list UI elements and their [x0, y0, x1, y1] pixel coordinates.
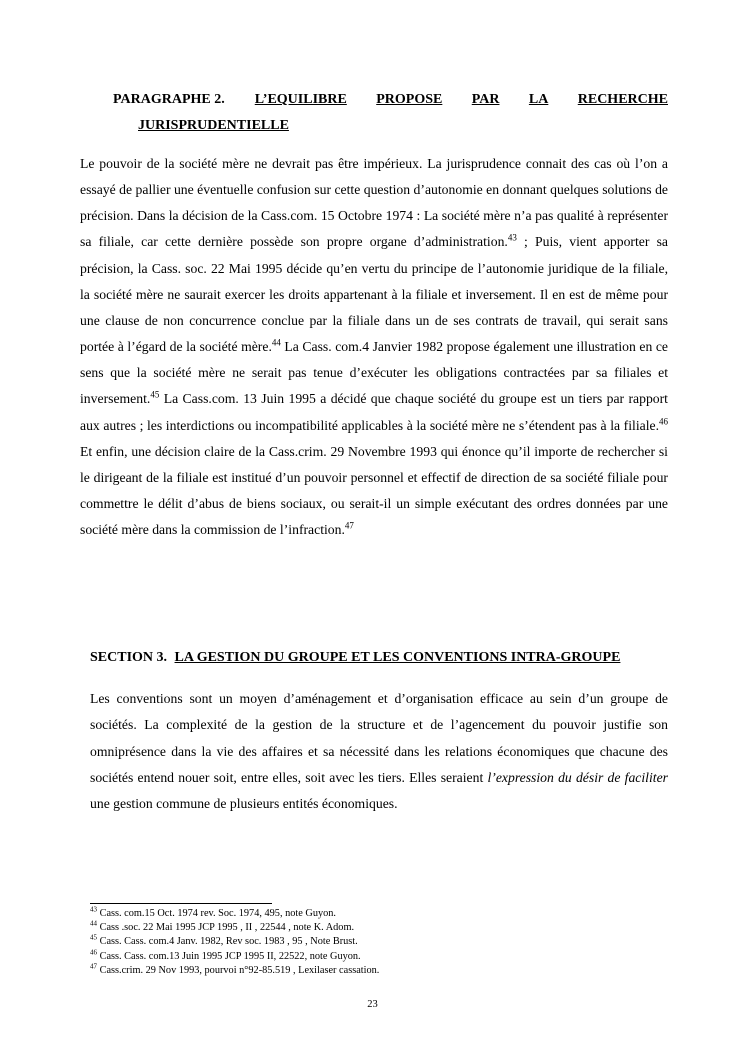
- body-text-italic: l’expression du désir de faciliter: [487, 769, 668, 785]
- footnotes: [90, 907, 650, 978]
- paragraph-title-word: LA: [528, 92, 549, 107]
- footnote: [90, 907, 650, 921]
- paragraph-title: [255, 90, 668, 110]
- footnote-text: Cass. com.15 Oct. 1974 rev. Soc. 1974, 495, note Guyon.: [97, 908, 336, 919]
- footnote-ref[interactable]: 47: [344, 520, 354, 531]
- body-text: Le pouvoir de la société mère ne devrait pas être impérieux. La jurisprudence connait des cas où l’on a essayé de pallier une éventuelle confusion sur cette question d’autonomie en donnant quelques solutions de précision. Dans la décision de la Cass.com. 15 Octobre 1974 : La société mère n’a pas qualité à représenter sa filiale, car cette dernière possède son propre organe d’administration.: [80, 156, 668, 250]
- paragraph-label: PARAGRAPHE 2.: [113, 92, 225, 107]
- paragraph-title-word: PROPOSE: [376, 92, 443, 107]
- footnote-ref[interactable]: 44: [271, 337, 281, 348]
- body-text: Et enfin, une décision claire de la Cass.crim. 29 Novembre 1993 qui énonce qu’il importe de rechercher si le dirigeant de la filiale est institué d’un pouvoir personnel et effectif de direction de sa société filiale pour commettre le délit d’abus de biens sociaux, ou serait-il un simple exécutant des ordres données par une société mère dans la commission de l’infraction.: [80, 443, 668, 538]
- body-paragraph-2: [90, 686, 668, 817]
- footnote-text: Cass. Cass. com.4 Janv. 1982, Rev soc. 1983 , 95 , Note Brust.: [97, 936, 358, 948]
- paragraph-title-word: RECHERCHE: [577, 92, 668, 107]
- footnote-separator: [90, 903, 272, 904]
- footnote-number: 47: [90, 962, 97, 971]
- paragraph-title-line2: JURISPRUDENTIELLE: [138, 118, 289, 133]
- footnote-ref[interactable]: 45: [150, 389, 160, 400]
- body-text: Les conventions sont un moyen d’aménagement et d’organisation efficace au sein d’un groupe de sociétés. La complexité de la gestion de la structure et de l’agencement du pouvoir justifie son omniprésence dans la vie des affaires et sa nécessité dans les relations économiques que chacune des sociétés entend nouer soit, entre elles, soit avec les tiers. Elles seraient: [90, 691, 668, 785]
- footnote-ref[interactable]: 46: [659, 416, 668, 426]
- footnote-text: Cass .soc. 22 Mai 1995 JCP 1995 , II , 22544 , note K. Adom.: [97, 922, 355, 934]
- footnote-text: Cass.crim. 29 Nov 1993, pourvoi n°92-85.519 , Lexilaser cassation.: [97, 964, 380, 976]
- footnote-ref[interactable]: 43: [507, 232, 517, 243]
- footnote-number: 43: [90, 905, 97, 914]
- paragraph-title-word: PAR: [471, 92, 500, 107]
- section-label: SECTION 3.: [90, 650, 168, 665]
- body-text: une gestion commune de plusieurs entités économiques.: [90, 796, 398, 812]
- body-paragraph-1: [80, 151, 668, 543]
- footnote-number: 46: [90, 948, 97, 957]
- body-text: La Cass.com. 13 Juin 1995 a décidé que chaque société du groupe est un tiers par rapport aux autres ; les interdictions ou incompatibilité applicables à la société mère ne s’étendent pas à la filiale.: [80, 391, 668, 433]
- body-text: ; Puis, vient apporter sa précision, la Cass. soc. 22 Mai 1995 décide qu’en vertu du principe de l’autonomie juridique de la filiale, la société mère ne saurait exercer les droits appartenant à la filiale et inversement. Il en est de même pour une clause de non concurrence conclue par la filiale dans un de ses contrats de travail, qui serait sans portée à l’égard de la société mère.: [80, 234, 669, 355]
- footnote: [90, 964, 650, 978]
- footnote-text: Cass. Cass. com.13 Juin 1995 JCP 1995 II, 22522, note Guyon.: [97, 950, 361, 962]
- footnote-number: 45: [90, 933, 97, 942]
- page-number: 23: [367, 999, 378, 1010]
- paragraph-heading: [113, 90, 668, 136]
- section-title: LA GESTION DU GROUPE ET LES CONVENTIONS INTRA-GROUPE: [174, 650, 621, 665]
- section-heading: [90, 648, 668, 668]
- footnote: [90, 950, 650, 964]
- body-text: La Cass. com.4 Janvier 1982 propose également une illustration en ce sens que la société mère ne serait pas tenue d’exécuter les obligations contractées par sa filiales et inversement.: [80, 339, 669, 407]
- footnote: [90, 935, 650, 949]
- footnote: [90, 921, 650, 935]
- paragraph-title-word: L’EQUILIBRE: [254, 92, 347, 107]
- footnote-number: 44: [90, 919, 97, 928]
